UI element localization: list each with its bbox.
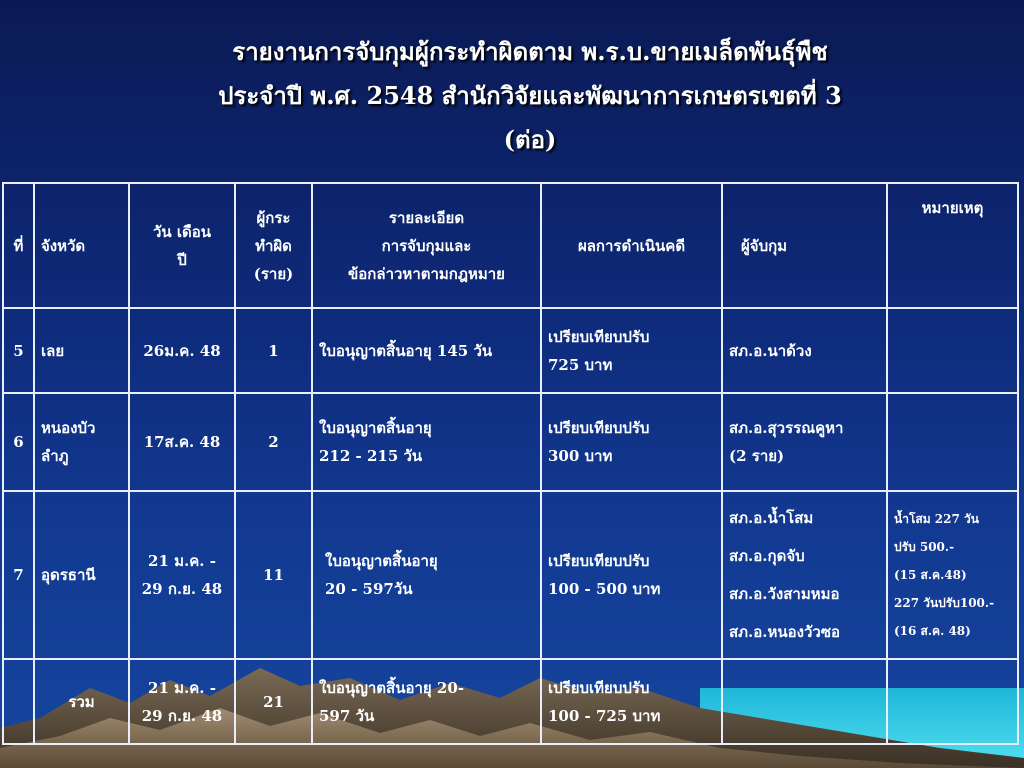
cell-province: อุดรธานี — [34, 491, 129, 659]
cell-offenders: 2 — [235, 393, 312, 491]
cell-arrester: สภ.อ.น้ำโสม สภ.อ.กุดจับ สภ.อ.วังสามหมอ สภ.อ.หนองวัวซอ — [722, 491, 887, 659]
header-details: รายละเอียด การจับกุมและ ข้อกล่าวหาตามกฎหมาย — [312, 183, 541, 308]
title-line-1: รายงานการจับกุมผู้กระทำผิดตาม พ.ร.บ.ขายเมล็ดพันธุ์พืช — [232, 37, 828, 66]
cell-arrester — [722, 659, 887, 744]
cell-no: 7 — [3, 491, 34, 659]
cell-remarks — [887, 308, 1018, 393]
cell-no: 5 — [3, 308, 34, 393]
cell-details: ใบอนุญาตสิ้นอายุ 145 วัน — [312, 308, 541, 393]
cell-date: 21 ม.ค. - 29 ก.ย. 48 — [129, 491, 235, 659]
header-date: วัน เดือน ปี — [129, 183, 235, 308]
cell-arrester: สภ.อ.นาด้วง — [722, 308, 887, 393]
cell-no — [3, 659, 34, 744]
slide-title — [0, 30, 1024, 162]
cell-result: เปรียบเทียบปรับ 100 - 500 บาท — [541, 491, 722, 659]
header-no: ที่ — [3, 183, 34, 308]
title-line-2: ประจำปี พ.ศ. 2548 สำนักวิจัยและพัฒนาการเกษตรเขตที่ 3 — [218, 81, 842, 110]
cell-date: 17ส.ค. 48 — [129, 393, 235, 491]
cell-province: เลย — [34, 308, 129, 393]
cell-date: 26ม.ค. 48 — [129, 308, 235, 393]
cell-total-label: รวม — [34, 659, 129, 744]
cell-remarks — [887, 659, 1018, 744]
cell-details: ใบอนุญาตสิ้นอายุ 212 - 215 วัน — [312, 393, 541, 491]
cell-remarks — [887, 393, 1018, 491]
header-remarks: หมายเหตุ — [887, 183, 1018, 308]
header-result: ผลการดำเนินคดี — [541, 183, 722, 308]
table-row — [3, 491, 1018, 659]
cell-arrester: สภ.อ.สุวรรณคูหา (2 ราย) — [722, 393, 887, 491]
total-row — [3, 659, 1018, 744]
cell-result: เปรียบเทียบปรับ 300 บาท — [541, 393, 722, 491]
table-row — [3, 393, 1018, 491]
header-offenders: ผู้กระ ทำผิด (ราย) — [235, 183, 312, 308]
cell-no: 6 — [3, 393, 34, 491]
cell-result: เปรียบเทียบปรับ 725 บาท — [541, 308, 722, 393]
cell-remarks: น้ำโสม 227 วัน ปรับ 500.- (15 ส.ค.48) 227 วันปรับ100.- (16 ส.ค. 48) — [887, 491, 1018, 659]
arrest-report-table — [2, 182, 1019, 745]
cell-province: หนองบัว ลำภู — [34, 393, 129, 491]
table-row — [3, 308, 1018, 393]
header-row — [3, 183, 1018, 308]
cell-offenders: 1 — [235, 308, 312, 393]
cell-offenders: 21 — [235, 659, 312, 744]
cell-result: เปรียบเทียบปรับ 100 - 725 บาท — [541, 659, 722, 744]
title-line-3: (ต่อ) — [503, 125, 557, 154]
cell-date: 21 ม.ค. - 29 ก.ย. 48 — [129, 659, 235, 744]
cell-offenders: 11 — [235, 491, 312, 659]
cell-details: ใบอนุญาตสิ้นอายุ 20- 597 วัน — [312, 659, 541, 744]
cell-details: ใบอนุญาตสิ้นอายุ 20 - 597วัน — [312, 491, 541, 659]
header-province: จังหวัด — [34, 183, 129, 308]
header-arrester: ผู้จับกุม — [722, 183, 887, 308]
